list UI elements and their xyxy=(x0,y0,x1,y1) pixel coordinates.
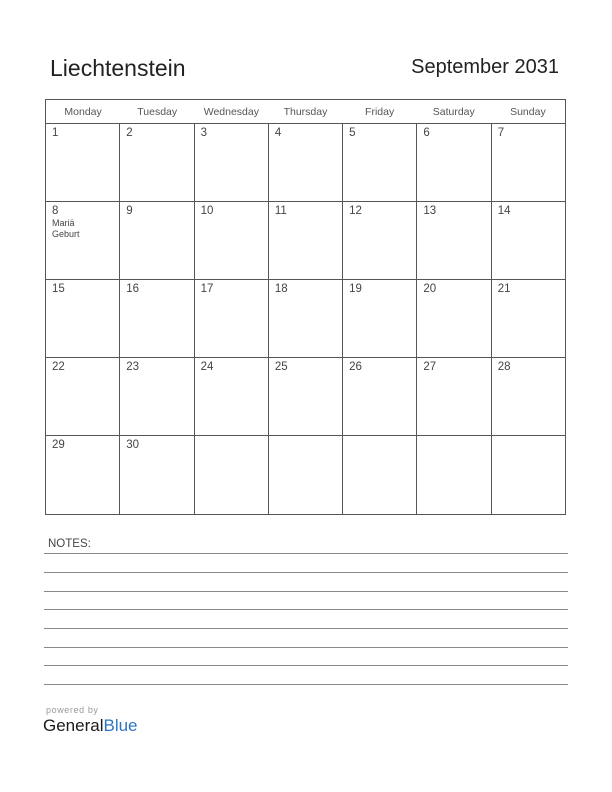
day-number: 21 xyxy=(497,283,511,295)
day-number: 11 xyxy=(274,205,287,217)
day-cell xyxy=(417,280,491,357)
notes-line xyxy=(44,628,568,629)
day-number: 26 xyxy=(349,361,362,373)
weekday-tuesday: Tuesday xyxy=(137,106,178,118)
day-number: 28 xyxy=(497,361,511,373)
weekday-thursday: Thursday xyxy=(283,106,328,118)
day-number: 12 xyxy=(349,205,362,217)
country-title: Liechtenstein xyxy=(50,55,186,81)
week-row xyxy=(46,358,565,436)
day-number: 16 xyxy=(126,283,140,295)
day-cell xyxy=(46,436,120,514)
day-cell xyxy=(120,124,194,201)
day-cell xyxy=(492,436,565,514)
day-cell xyxy=(343,436,417,514)
day-cell xyxy=(120,358,194,435)
day-number: 13 xyxy=(423,205,437,217)
generalblue-logo xyxy=(43,716,138,736)
day-number: 19 xyxy=(349,283,362,295)
day-number: 3 xyxy=(200,127,207,139)
day-number: 29 xyxy=(52,439,65,451)
day-cell xyxy=(417,436,491,514)
weekday-friday: Friday xyxy=(365,106,395,118)
day-cell xyxy=(269,124,343,201)
notes-line xyxy=(44,609,568,610)
day-cell xyxy=(269,358,343,435)
weekday-header-row xyxy=(46,100,565,124)
day-number: 27 xyxy=(423,361,437,373)
day-cell xyxy=(46,124,120,201)
day-number: 17 xyxy=(200,283,214,295)
day-cell xyxy=(343,358,417,435)
weekday-saturday: Saturday xyxy=(432,106,475,118)
day-cell xyxy=(492,202,565,279)
weekday-sunday: Sunday xyxy=(510,106,546,118)
day-cell xyxy=(120,436,194,514)
day-number: 1 xyxy=(52,127,59,139)
day-number: 8 xyxy=(52,205,59,217)
weekday-wednesday: Wednesday xyxy=(203,106,259,118)
day-cell xyxy=(492,280,565,357)
day-cell xyxy=(46,280,120,357)
day-number: 22 xyxy=(52,361,65,373)
notes-label: NOTES: xyxy=(48,538,91,550)
week-row xyxy=(46,280,565,358)
holiday-label: Mariä Geburt xyxy=(52,218,80,239)
day-cell xyxy=(417,202,491,279)
day-number: 24 xyxy=(200,361,214,373)
day-number: 30 xyxy=(126,439,140,451)
day-number: 23 xyxy=(126,361,140,373)
day-number: 10 xyxy=(200,205,214,217)
notes-line xyxy=(44,665,568,666)
day-number: 15 xyxy=(52,283,65,295)
day-number: 18 xyxy=(274,283,288,295)
day-cell xyxy=(46,358,120,435)
day-cell xyxy=(343,124,417,201)
day-cell xyxy=(46,202,120,279)
day-cell xyxy=(269,436,343,514)
week-row xyxy=(46,124,565,202)
day-cell xyxy=(417,124,491,201)
day-cell xyxy=(269,202,343,279)
day-number: 14 xyxy=(497,205,511,217)
day-cell xyxy=(343,280,417,357)
day-cell xyxy=(269,280,343,357)
day-cell xyxy=(120,202,194,279)
day-cell xyxy=(195,202,269,279)
day-number: 25 xyxy=(274,361,288,373)
day-number: 4 xyxy=(274,127,282,139)
day-cell xyxy=(120,280,194,357)
day-cell xyxy=(195,358,269,435)
month-year-title: September 2031 xyxy=(411,56,559,78)
day-number: 6 xyxy=(423,127,430,139)
weekday-monday: Monday xyxy=(64,106,102,118)
notes-line xyxy=(44,684,568,685)
day-cell xyxy=(195,280,269,357)
week-row xyxy=(46,202,565,280)
day-number: 2 xyxy=(126,127,133,139)
day-cell xyxy=(195,436,269,514)
brand-general-text: General xyxy=(43,716,104,735)
day-cell xyxy=(492,358,565,435)
brand-blue-text: Blue xyxy=(103,716,138,735)
day-cell xyxy=(343,202,417,279)
day-number: 5 xyxy=(349,127,356,139)
powered-by-label: powered by xyxy=(46,705,99,715)
notes-line xyxy=(44,572,568,573)
day-number: 9 xyxy=(126,205,133,217)
day-cell xyxy=(492,124,565,201)
day-number: 7 xyxy=(497,127,505,139)
calendar-grid xyxy=(45,99,566,515)
week-row xyxy=(46,436,565,514)
notes-line xyxy=(44,647,568,648)
day-number: 20 xyxy=(423,283,437,295)
notes-line xyxy=(44,591,568,592)
notes-line xyxy=(44,553,568,554)
day-cell xyxy=(417,358,491,435)
day-cell xyxy=(195,124,269,201)
